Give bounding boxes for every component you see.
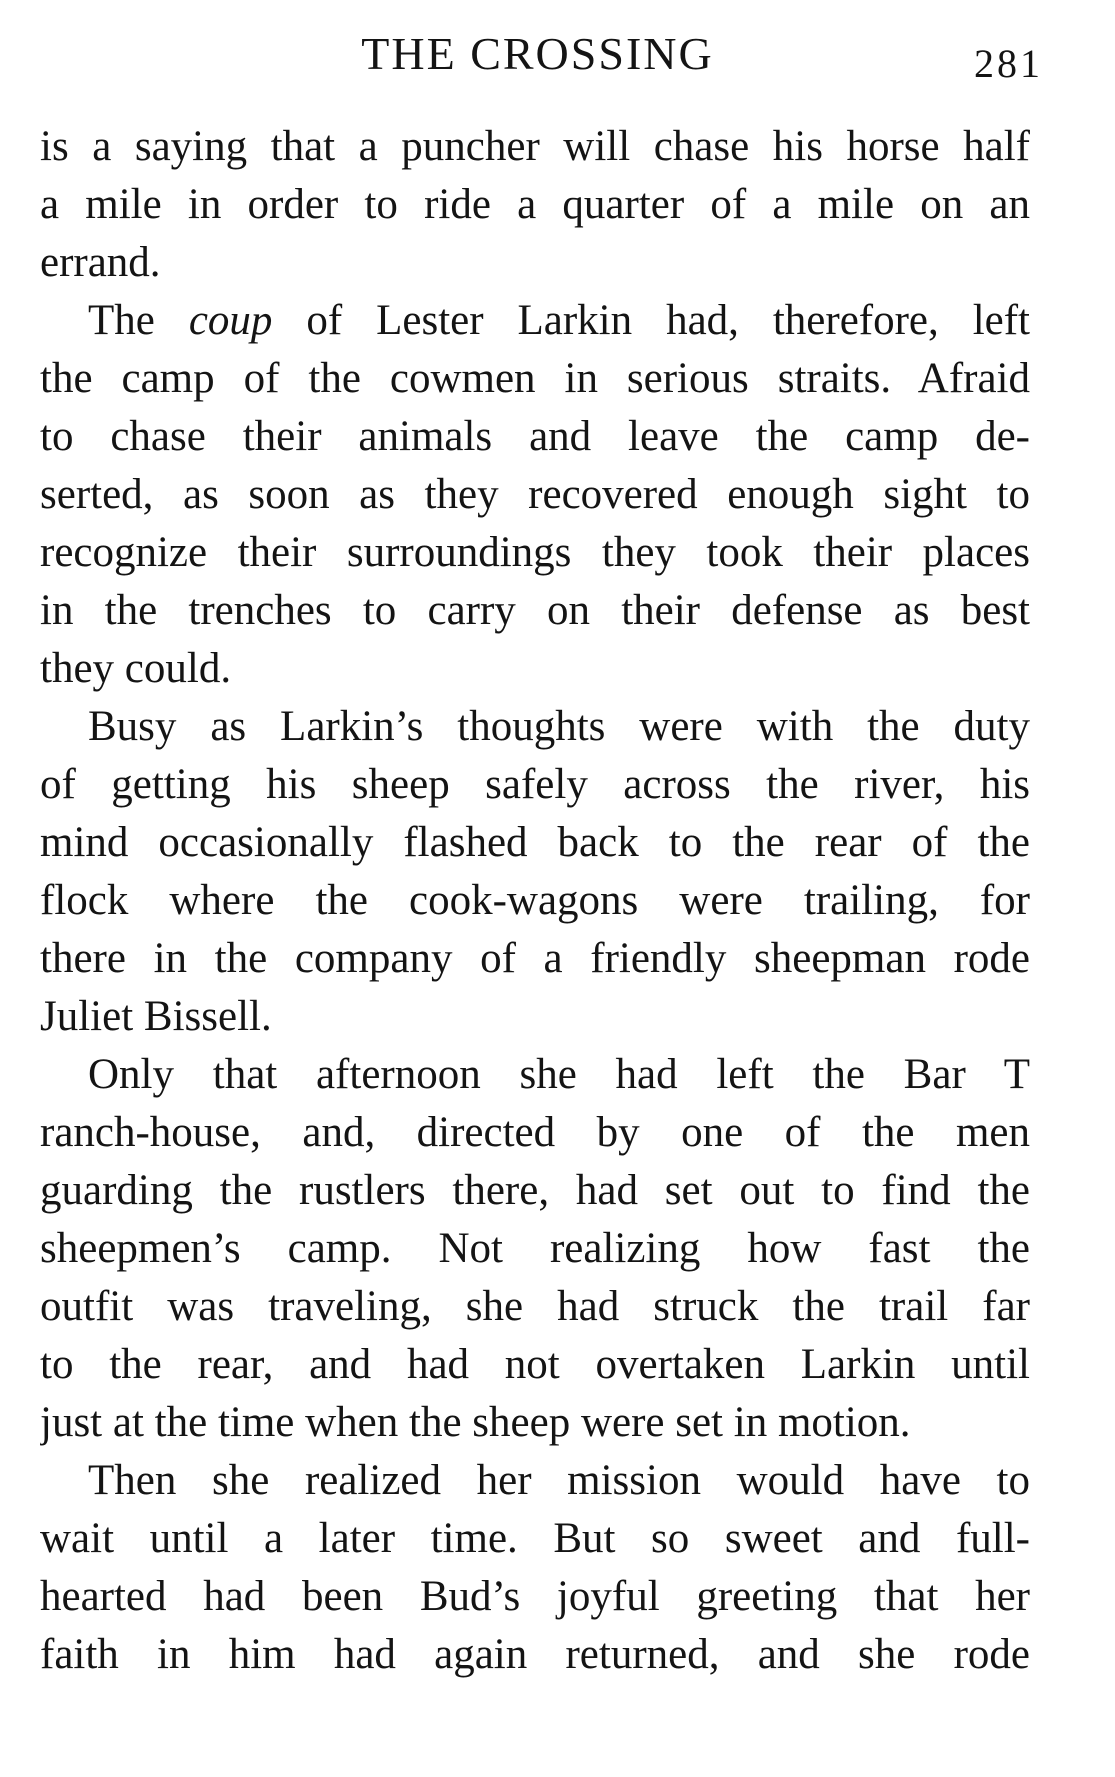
text-line: ranch-house, and, directed by one of the men [40, 1109, 1030, 1156]
text-segment: of Lester Larkin had, therefore, left [272, 297, 1030, 344]
text-line: of getting his sheep safely across the river, his [40, 761, 1030, 808]
text-line: errand. [40, 239, 161, 286]
text-line: the camp of the cowmen in serious straits. Afraid [40, 355, 1030, 402]
text-line: sheepmen’s camp. Not realizing how fast the [40, 1225, 1030, 1272]
text-line: just at the time when the sheep were set in motion. [40, 1399, 911, 1446]
text-line: wait until a later time. But so sweet and full- [40, 1515, 1030, 1562]
text-line: hearted had been Bud’s joyful greeting that her [40, 1573, 1030, 1620]
text-line: is a saying that a puncher will chase his horse half [40, 123, 1030, 170]
text-line: a mile in order to ride a quarter of a mile on an [40, 181, 1030, 228]
text-line: serted, as soon as they recovered enough sight to [40, 471, 1030, 518]
text-line: Then she realized her mission would have to [88, 1457, 1030, 1504]
text-line: mind occasionally flashed back to the rear of the [40, 819, 1030, 866]
text-line [40, 292, 1030, 350]
text-segment: The [88, 297, 189, 344]
page-header [40, 18, 1043, 88]
running-title: THE CROSSING [361, 28, 714, 79]
text-line: faith in him had again returned, and she rode [40, 1631, 1030, 1678]
text-line: Busy as Larkin’s thoughts were with the duty [88, 703, 1030, 750]
text-line: to chase their animals and leave the camp de- [40, 413, 1030, 460]
body-text [40, 118, 1030, 1684]
text-line: outfit was traveling, she had struck the trail far [40, 1283, 1030, 1330]
text-line: there in the company of a friendly sheepman rode [40, 935, 1030, 982]
text-line: Only that afternoon she had left the Bar T [88, 1051, 1030, 1098]
page-number: 281 [974, 41, 1043, 86]
text-line: flock where the cook-wagons were trailing, for [40, 877, 1030, 924]
text-line: to the rear, and had not overtaken Larkin until [40, 1341, 1030, 1388]
italic-word: coup [188, 297, 273, 344]
text-line: they could. [40, 645, 232, 692]
text-line: guarding the rustlers there, had set out to find the [40, 1167, 1030, 1214]
text-line: recognize their surroundings they took their places [40, 529, 1030, 576]
text-line: Juliet Bissell. [40, 993, 272, 1040]
text-line: in the trenches to carry on their defense as best [40, 587, 1030, 634]
